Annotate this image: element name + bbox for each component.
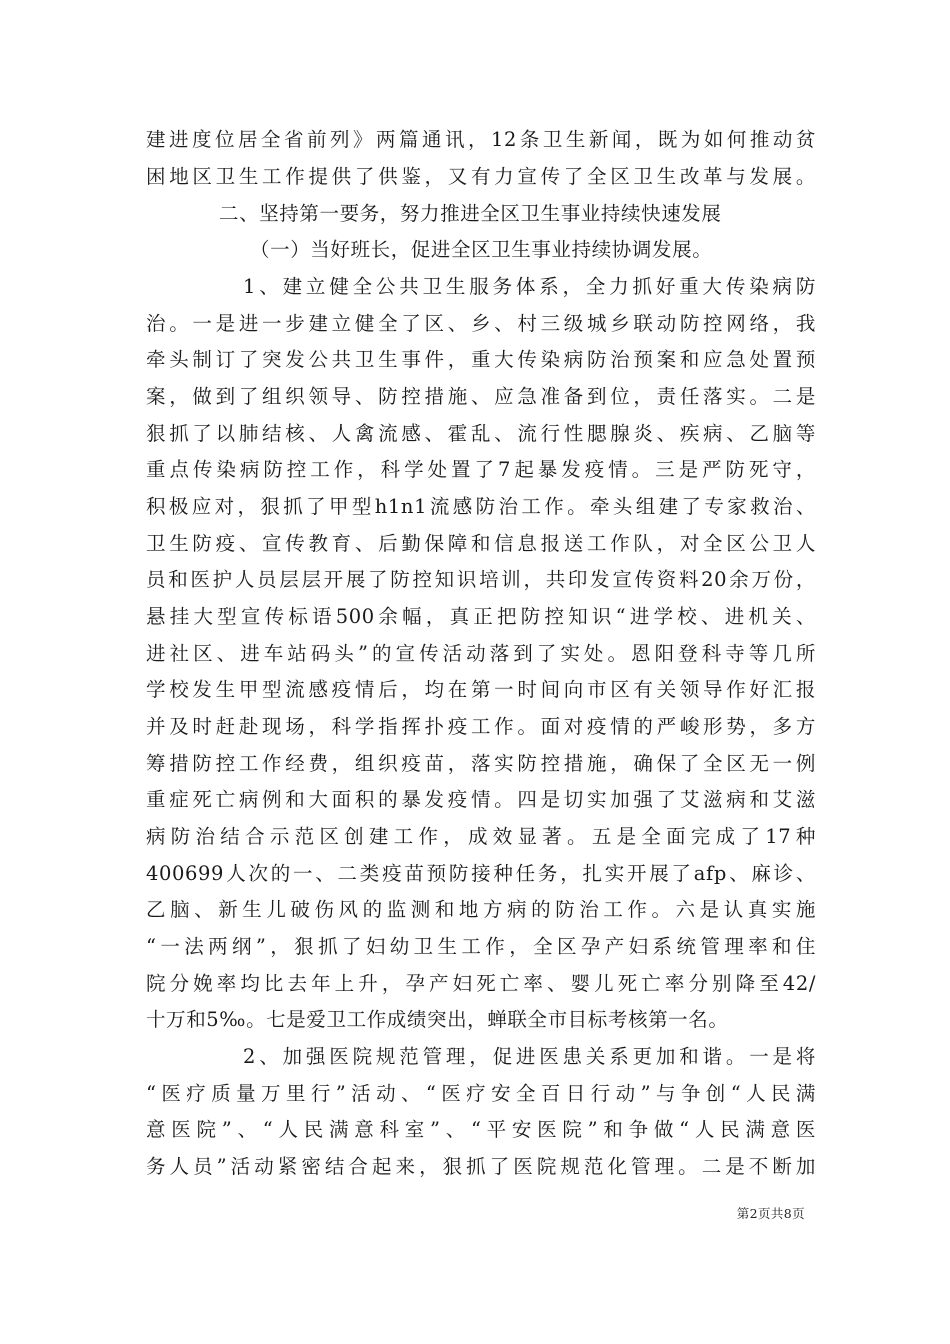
text-line: 重点传染病防控工作，科学处置了7起暴发疫情。三是严防死守， [146,458,816,481]
text-line: 治。一是进一步建立健全了区、乡、村三级城乡联动防控网络，我 [146,312,816,335]
text-line: 牵头制订了突发公共卫生事件，重大传染病防治预案和应急处置预 [146,348,816,371]
text-line: 务人员”活动紧密结合起来，狠抓了医院规范化管理。二是不断加 [146,1155,816,1178]
text-line: 病防治结合示范区创建工作，成效显著。五是全面完成了17种 [146,825,816,848]
text-line: 狠抓了以肺结核、人禽流感、霍乱、流行性腮腺炎、疾病、乙脑等 [146,422,816,445]
paragraph-first-line: 2、加强医院规范管理，促进医患关系更加和谐。一是将 [243,1045,816,1068]
text-line: 乙脑、新生儿破伤风的监测和地方病的防治工作。六是认真实施 [146,898,816,921]
text-line: “一法两纲”，狠抓了妇幼卫生工作，全区孕产妇系统管理率和住 [146,935,816,958]
text-line: 员和医护人员层层开展了防控知识培训，共印发宣传资料20余万份， [146,568,816,591]
text-line: 十万和5‰。七是爱卫工作成绩突出，蝉联全市目标考核第一名。 [146,1008,729,1031]
text-line: “医疗质量万里行”活动、“医疗安全百日行动”与争创“人民满 [146,1082,816,1105]
paragraph-first-line: 1、建立健全公共卫生服务体系，全力抓好重大传染病防 [243,275,816,298]
page-number-footer: 第2页共8页 [736,1206,805,1221]
text-line: 筹措防控工作经费，组织疫苗，落实防控措施，确保了全区无一例 [146,752,816,775]
section-heading: 二、坚持第一要务，努力推进全区卫生事业持续快速发展 [219,202,722,225]
text-line: 并及时赶赴现场，科学指挥扑疫工作。面对疫情的严峻形势，多方 [146,715,816,738]
text-line: 建进度位居全省前列》两篇通讯，12条卫生新闻，既为如何推动贫 [146,128,816,151]
text-line: 进社区、进车站码头”的宣传活动落到了实处。恩阳登科寺等几所 [146,642,816,665]
text-line: 重症死亡病例和大面积的暴发疫情。四是切实加强了艾滋病和艾滋 [146,788,816,811]
text-line: 积极应对，狠抓了甲型h1n1流感防治工作。牵头组建了专家救治、 [146,495,816,518]
text-line: 悬挂大型宣传标语500余幅，真正把防控知识“进学校、进机关、 [146,605,816,628]
text-line: 案，做到了组织领导、防控措施、应急准备到位，责任落实。二是 [146,385,816,408]
text-line: 卫生防疫、宣传教育、后勤保障和信息报送工作队，对全区公卫人 [146,532,816,555]
subsection-heading: （一）当好班长，促进全区卫生事业持续协调发展。 [250,238,713,261]
text-line: 意医院”、“人民满意科室”、“平安医院”和争做“人民满意医 [146,1118,816,1141]
text-line: 院分娩率均比去年上升，孕产妇死亡率、婴儿死亡率分别降至42/ [146,972,816,995]
text-line: 学校发生甲型流感疫情后，均在第一时间向市区有关领导作好汇报 [146,678,816,701]
text-line: 400699人次的一、二类疫苗预防接种任务，扎实开展了afp、麻诊、 [146,862,816,885]
text-line: 困地区卫生工作提供了供鉴，又有力宣传了全区卫生改革与发展。 [146,165,816,188]
